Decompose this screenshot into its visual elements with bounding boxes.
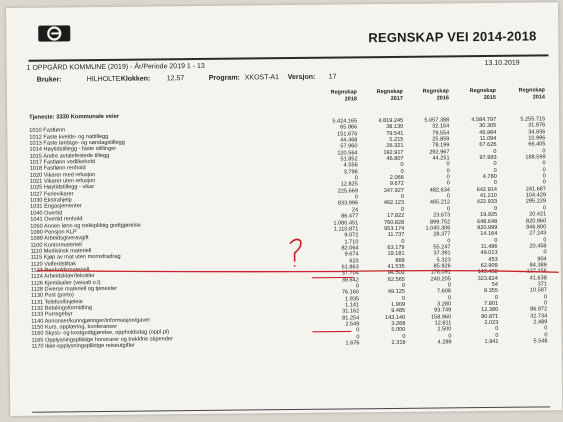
amount-cell: 323.824 (477, 275, 498, 282)
amount-cell: 104.429 (525, 192, 547, 199)
amount-cell: 0 (446, 206, 451, 213)
account-label: 1170 Ikke-opplysningspliktige reiseutgifter (31, 342, 136, 350)
amount-cell: 17.822 (387, 212, 405, 220)
amount-cell: 465.212 (429, 199, 451, 207)
amount-cell: 422.933 (476, 199, 498, 206)
amount-cell: 1.141 (345, 302, 360, 309)
amount-cell: 0 (542, 205, 547, 212)
amount-cell: 1.676 (345, 340, 360, 347)
amount-cell: 10.996 (528, 135, 546, 142)
amount-cell: 4.556 (343, 162, 358, 169)
amount-cell: 0 (446, 180, 450, 187)
amount-cell: 57.960 (340, 143, 358, 150)
amount-cell: 78.199 (432, 142, 450, 149)
amount-cell: 0 (401, 238, 405, 245)
program-label: Program: (208, 74, 240, 82)
amount-cell: 11.737 (387, 232, 405, 239)
amount-cell: 869 (395, 257, 405, 264)
account-label: 1140 Annonser/kunngjøringer/informasjon/gaver (31, 317, 151, 325)
amount-cell: 0 (495, 326, 499, 333)
account-label: 1021 Vikarer uten refusjon (29, 178, 96, 185)
amount-cell: 0 (543, 249, 547, 256)
amount-cell: 1.935 (345, 295, 360, 303)
amount-cell: 241.687 (525, 186, 546, 193)
amount-cell: 9.485 (391, 308, 406, 315)
account-table (7, 113, 561, 350)
amount-cell: 25.859 (432, 136, 450, 143)
amount-cell: 5.255.715 (520, 116, 546, 123)
amount-cell: 8.355 (483, 288, 499, 295)
amount-cell: 188.599 (525, 154, 546, 161)
amount-cell: 0 (543, 236, 547, 243)
amount-cell: 833.996 (337, 200, 359, 208)
amount-cell: 94.502 (387, 270, 405, 277)
amount-cell: 37.391 (433, 250, 451, 257)
amount-cell: 0 (542, 160, 546, 167)
amount-cell: 66.405 (528, 141, 546, 148)
amount-cell: 85.926 (433, 263, 451, 270)
amount-cell: 2.023 (484, 319, 499, 327)
amount-cell: 0 (402, 333, 406, 340)
amount-cell: 5.548 (533, 338, 548, 345)
amount-cell: 0 (542, 148, 546, 155)
amount-cell: 0 (494, 294, 499, 301)
amount-cell: 0 (493, 167, 497, 174)
amount-cell: 0 (543, 293, 548, 301)
amount-cell: 86.477 (341, 213, 359, 220)
amount-cell: 11.496 (480, 243, 498, 250)
account-label: 1124 Arbeidsklær/tekstiler (30, 273, 95, 281)
amount-cell: 11.094 (479, 135, 497, 143)
account-label: 1165 Opplysningspliktige honorarer og trekkfrie stipender (31, 335, 173, 344)
amount-cell: 0 (542, 167, 546, 174)
amount-cell: 0 (495, 332, 499, 339)
amount-cell: 2.066 (389, 174, 404, 182)
amount-cell: 20.421 (529, 211, 547, 218)
amount-cell: 0 (448, 333, 452, 340)
amount-cell: 0 (493, 205, 498, 212)
amount-cell: 61.863 (341, 264, 359, 271)
amount-cell: 158.960 (430, 314, 452, 321)
amount-cell: 32.734 (530, 313, 548, 320)
column-header-2015: Regnskap 2015 (469, 87, 496, 102)
amount-cell: 81.254 (342, 314, 360, 322)
account-label: 1099 Arbeidsgiveravgift (30, 235, 89, 242)
account-label: 1041 Overtid renhold (30, 216, 83, 223)
account-label: 1110 Medisinsk materiell (30, 247, 92, 255)
amount-cell: 30.305 (479, 123, 497, 130)
amount-cell: 34.936 (528, 129, 546, 136)
amount-cell: 2.500 (437, 326, 452, 333)
amount-cell: 0 (447, 237, 451, 244)
amount-cell: 0 (446, 193, 451, 200)
amount-cell: 14.164 (480, 231, 498, 238)
amount-cell: 79.554 (432, 130, 450, 137)
amount-cell: 3.280 (437, 301, 452, 308)
account-label: 1012 Faste kvelds- og nattillegg (29, 133, 109, 141)
column-header-2014: Regnskap 2014 (518, 87, 545, 101)
account-label: 1133 Purregebyr (31, 311, 73, 319)
amount-cell: 0 (401, 282, 405, 289)
amount-cell: 44.251 (432, 155, 450, 162)
amount-cell: 192.917 (383, 149, 404, 156)
account-label: 1013 Faste lørdags- og søndagstillegg (29, 139, 125, 147)
account-label: 1031 Engasjementer (30, 203, 82, 211)
amount-cell: 31.976 (528, 122, 546, 129)
amount-cell: 7.608 (436, 288, 452, 295)
amount-cell: 1.909 (391, 301, 406, 308)
amount-cell: 12.380 (481, 307, 499, 314)
amount-cell: 453 (488, 256, 498, 263)
amount-cell: 0 (446, 161, 450, 168)
amount-cell: 760.828 (384, 219, 405, 226)
amount-cell: 10.587 (529, 287, 548, 294)
amount-cell: 82.064 (341, 245, 359, 252)
amount-cell: 49.125 (387, 289, 406, 296)
amount-cell: 2.489 (533, 319, 548, 326)
amount-cell: 49.013 (480, 250, 498, 257)
amount-cell: 1.110.871 (333, 226, 359, 233)
amount-cell: 7.801 (484, 300, 499, 307)
account-label: 1027 Ferievikarer (29, 191, 74, 198)
amount-cell: 2.549 (345, 321, 360, 328)
account-label: 1015 Andre avtalefestede tillegg (29, 152, 110, 160)
amount-cell: 0 (356, 334, 360, 341)
amount-cell: 0 (355, 283, 359, 290)
column-header-2018: Regnskap 2018 (330, 89, 358, 103)
amount-cell: 23.673 (433, 212, 451, 219)
amount-cell: 20.458 (529, 243, 547, 250)
amount-cell: 79.541 (386, 130, 404, 137)
amount-cell: 120.564 (337, 150, 358, 157)
amount-cell: 38.130 (386, 124, 404, 131)
report-page (6, 2, 562, 416)
amount-cell: 5.424.165 (332, 118, 358, 125)
amount-cell: 953.174 (384, 225, 405, 232)
amount-cell: 0 (400, 193, 405, 201)
amount-cell: 462.123 (383, 200, 405, 207)
amount-cell: 55.247 (433, 244, 451, 251)
amount-cell: 86.972 (530, 306, 548, 313)
amount-cell: 5.000 (391, 327, 406, 334)
column-header-2016: Regnskap 2016 (422, 88, 450, 102)
amount-cell: 2.319 (391, 339, 406, 347)
account-label: 1090 Pensjon KLP (30, 229, 77, 236)
amount-cell: 4.819.245 (378, 117, 404, 125)
versjon-value: 17 (328, 73, 337, 81)
amount-cell: 904 (537, 255, 547, 263)
amount-cell: 51.852 (340, 156, 358, 163)
account-label: 1160 Skyss- og kostgodtgjørelse, oppholdsdag (oppl.pl) (31, 329, 170, 338)
amount-cell: 12.825 (340, 181, 358, 188)
amount-cell: 0 (447, 294, 452, 302)
report-date: 13.10.2019 (484, 59, 520, 67)
amount-cell: 0 (493, 148, 497, 155)
klokken-label: Klokken: (120, 75, 151, 83)
account-label: 1040 Overtid (30, 210, 63, 217)
versjon-label: Versjon: (287, 73, 316, 82)
account-label: 1017 Fastlønn vedlikehold (29, 159, 95, 166)
amount-cell: 0 (542, 179, 546, 186)
amount-cell: 41.638 (529, 274, 547, 282)
amount-cell: 54 (491, 281, 498, 288)
account-label: 1018 Fastlønn renhold (29, 165, 86, 173)
amount-cell: 76.160 (341, 289, 360, 296)
amount-cell: 1.941 (484, 338, 499, 346)
amount-cell: 899.752 (429, 218, 451, 226)
amount-cell: 5.057.388 (424, 117, 450, 124)
org-period-line: 1 OPPGÅRD KOMMUNE (2019) - År/Periode 2019 1 - 13 (26, 62, 205, 72)
account-label: 1020 Vikarer med refusjon (29, 171, 96, 179)
amount-cell: 3.268 (391, 320, 406, 327)
amount-cell: 0 (447, 282, 451, 289)
amount-cell: 946.800 (526, 224, 547, 231)
amount-cell: 0 (493, 180, 497, 187)
amount-cell: 0 (400, 206, 405, 213)
account-label: 1150 Kurs, opplæring, konferanser (31, 323, 118, 331)
amount-cell: 127.156 (526, 268, 547, 275)
amount-cell: 4.780 (482, 173, 497, 181)
amount-cell: 0 (544, 325, 548, 332)
amount-cell: 1.080.451 (333, 219, 359, 227)
amount-cell: 482.634 (429, 187, 450, 194)
amount-cell: 4.289 (437, 339, 452, 346)
amount-cell: 240.205 (430, 275, 451, 283)
amount-cell: 41.535 (387, 263, 405, 270)
account-label: 1123 Renholdsmateriell (30, 267, 90, 274)
amount-cell: 3.798 (343, 169, 358, 176)
klokken-value: 12.57 (166, 75, 185, 83)
amount-cell: 31.162 (342, 308, 360, 315)
amount-cell: 62.565 (387, 276, 405, 283)
amount-cell: 820.960 (525, 217, 547, 225)
amount-cell: 0 (400, 162, 404, 169)
amount-cell: 0 (446, 168, 450, 175)
account-label: 1010 Fastlønn (29, 127, 66, 135)
account-label: 1100 Kontormateriell (30, 241, 82, 249)
amount-cell: 0 (494, 237, 498, 244)
footer-divider (32, 406, 550, 412)
amount-cell: 97.993 (479, 154, 497, 162)
program-value: XKOST-A1 (244, 74, 280, 82)
amount-cell: 46.807 (386, 155, 404, 163)
account-label: 1120 Velferdstiltak (30, 260, 77, 268)
amount-cell: 178.091 (430, 269, 451, 276)
report-title: REGNSKAP VEI 2014-2018 (368, 28, 537, 46)
amount-cell: 623 (349, 257, 359, 264)
column-header-2017: Regnskap 2017 (376, 88, 404, 102)
amount-cell: 0 (544, 332, 548, 339)
amount-cell: 371 (537, 281, 547, 288)
account-label: 1132 Betalingsformidling (31, 305, 93, 312)
amount-cell: 9.072 (344, 232, 359, 239)
amount-cell: 0 (356, 327, 360, 334)
amount-cell: 0 (493, 161, 497, 168)
amount-cell: 0 (543, 300, 548, 307)
amount-cell: 347.927 (383, 187, 404, 194)
amount-cell: 19.925 (480, 212, 498, 219)
amount-cell: 65.866 (340, 124, 358, 131)
amount-cell: 12.811 (434, 320, 452, 327)
amount-cell: 44.468 (340, 137, 358, 144)
amount-cell: 143.140 (384, 314, 406, 321)
account-label: 1130 Post (porto) (30, 292, 74, 300)
amount-cell: 27.243 (529, 230, 547, 237)
amount-cell: 1.040.306 (425, 225, 451, 232)
report-header (6, 2, 558, 44)
amount-cell: 292.967 (429, 149, 450, 156)
header-divider (29, 54, 549, 61)
amount-cell: 0 (354, 175, 358, 182)
amount-cell: 642.914 (476, 186, 497, 193)
account-label: 1131 Telefon/linjeleie (31, 298, 83, 306)
amount-cell: 0 (446, 174, 450, 181)
account-label: 1030 Ekstrahjelp (29, 197, 72, 204)
amount-cell: 9.674 (344, 251, 359, 258)
amount-cell: 24 (351, 207, 359, 214)
account-label: 1025 Høytidstillegg - vikar (29, 184, 95, 192)
amount-cell: 19.181 (387, 251, 405, 258)
amount-cell: 0 (400, 168, 404, 175)
amount-cell: 648.648 (476, 218, 498, 225)
amount-cell: 46.984 (479, 129, 497, 136)
account-label: 1014 Høytidstillegg - faste stillinger (29, 146, 117, 154)
amount-cell: 39.642 (341, 276, 359, 284)
amount-cell: 37.704 (341, 270, 359, 277)
amount-cell: 67.626 (479, 142, 497, 149)
amount-cell: 0 (542, 173, 546, 180)
amount-cell: 32.154 (432, 123, 450, 130)
account-label: 1128 Diverse materiell og tjenester (30, 285, 118, 293)
amount-cell: 920.999 (477, 224, 498, 231)
account-label: 1115 Kjøp av mat uten momsfradrag (30, 254, 121, 261)
bruker-value: HILHOLTE (86, 75, 121, 84)
amount-cell: 26.321 (386, 143, 404, 150)
amount-cell: 41.210 (479, 192, 498, 200)
amount-cell: 5.323 (436, 256, 451, 264)
amount-cell: 295.229 (525, 198, 547, 206)
bruker-label: Bruker: (36, 76, 62, 84)
amount-cell: 5.215 (389, 136, 404, 144)
account-label: 1050 Annen lønn og trekkpliktig godtgjørelse (30, 222, 141, 230)
amount-cell: 63.179 (387, 244, 405, 251)
amount-cell: 0 (401, 295, 406, 302)
section-title: Tjeneste: 3330 Kommunale veier (29, 113, 120, 121)
amount-cell: 149.432 (477, 269, 498, 276)
amount-cell: 4.584.797 (471, 116, 497, 124)
amount-cell: 1.710 (344, 238, 359, 245)
account-label: 1126 Kjemikalier (veisalt o.l) (30, 279, 101, 287)
amount-cell: 9.672 (389, 181, 404, 188)
company-logo-icon (36, 21, 72, 45)
amount-cell: 93.749 (434, 307, 452, 314)
amount-cell: 151.676 (337, 131, 358, 138)
amount-cell: 84.389 (529, 262, 547, 269)
amount-cell: 90.871 (481, 313, 499, 320)
amount-cell: 0 (354, 194, 359, 201)
amount-cell: 62.909 (480, 262, 498, 269)
amount-cell: 225.669 (337, 188, 358, 195)
amount-cell: 28.377 (433, 231, 451, 238)
